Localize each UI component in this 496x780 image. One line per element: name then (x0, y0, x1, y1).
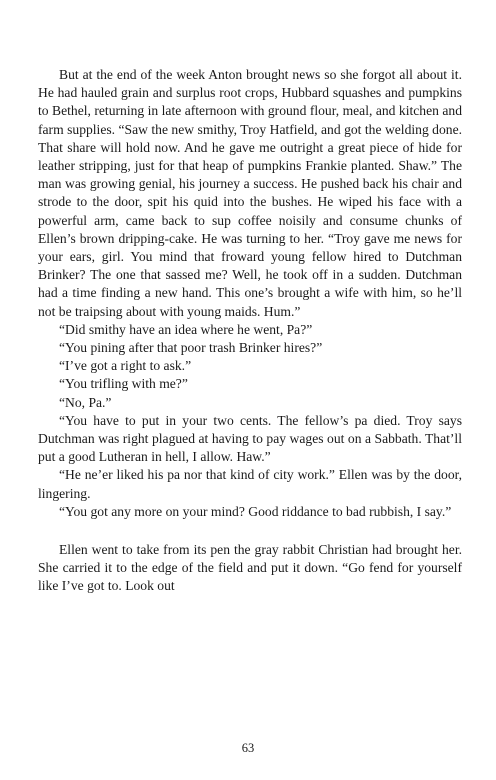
paragraph: Ellen went to take from its pen the gray rabbit Christian had brought her. She carried it to the edge of the field and put it down. “Go fend for yourself like I’ve got to. Look out (38, 542, 462, 594)
paragraph: But at the end of the week Anton brought news so she forgot all about it. He had hauled grain and surplus root crops, Hubbard squashes and pumpkins to Bethel, returning in late afternoon with ground flour, meal, and kitchen and farm supplies. “Saw the new smithy, Troy Hatfield, and got the welding done. That share will hold now. And he gave me outright a great piece of hide for leather stripping, just for that heap of pumpkins Frankie planted. Shaw.” The man was growing genial, his journey a success. He pushed back his chair and strode to the door, spit his quid into the bushes. He wiped his face with a powerful arm, came back to sup coffee noisily and consume chunks of Ellen’s brown dripping-cake. He was turning to her. “Troy gave me news for your ears, girl. You mind that froward young fellow hired to Dutchman Brinker? The one that sassed me? Well, he took off in a sudden. Dutchman had a time finding a new hand. This one’s brought a wife with him, so he’ll not be traipsing about with young maids. Hum.” (38, 67, 462, 319)
paragraph: “No, Pa.” (59, 394, 112, 410)
paragraph: “He ne’er liked his pa nor that kind of city work.” Ellen was by the door, lingering. (38, 467, 462, 501)
page-number: 63 (241, 741, 255, 755)
paragraph: “You got any more on your mind? Good riddance to bad rubbish, I say.” (59, 503, 452, 519)
paragraph: “You have to put in your two cents. The fellow’s pa died. Troy says Dutchman was right plagued at having to pay wages out on a Sabbath. That’ll put a good Lutheran in hell, I allow. Haw.” (38, 412, 462, 465)
page-body (38, 66, 462, 596)
paragraph: “Did smithy have an idea where he went, Pa?” (59, 321, 313, 337)
paragraph: “You trifling with me?” (59, 376, 188, 392)
paragraph: “You pining after that poor trash Brinker hires?” (59, 340, 323, 356)
paragraph: “I’ve got a right to ask.” (59, 358, 192, 374)
section-break (38, 521, 462, 541)
